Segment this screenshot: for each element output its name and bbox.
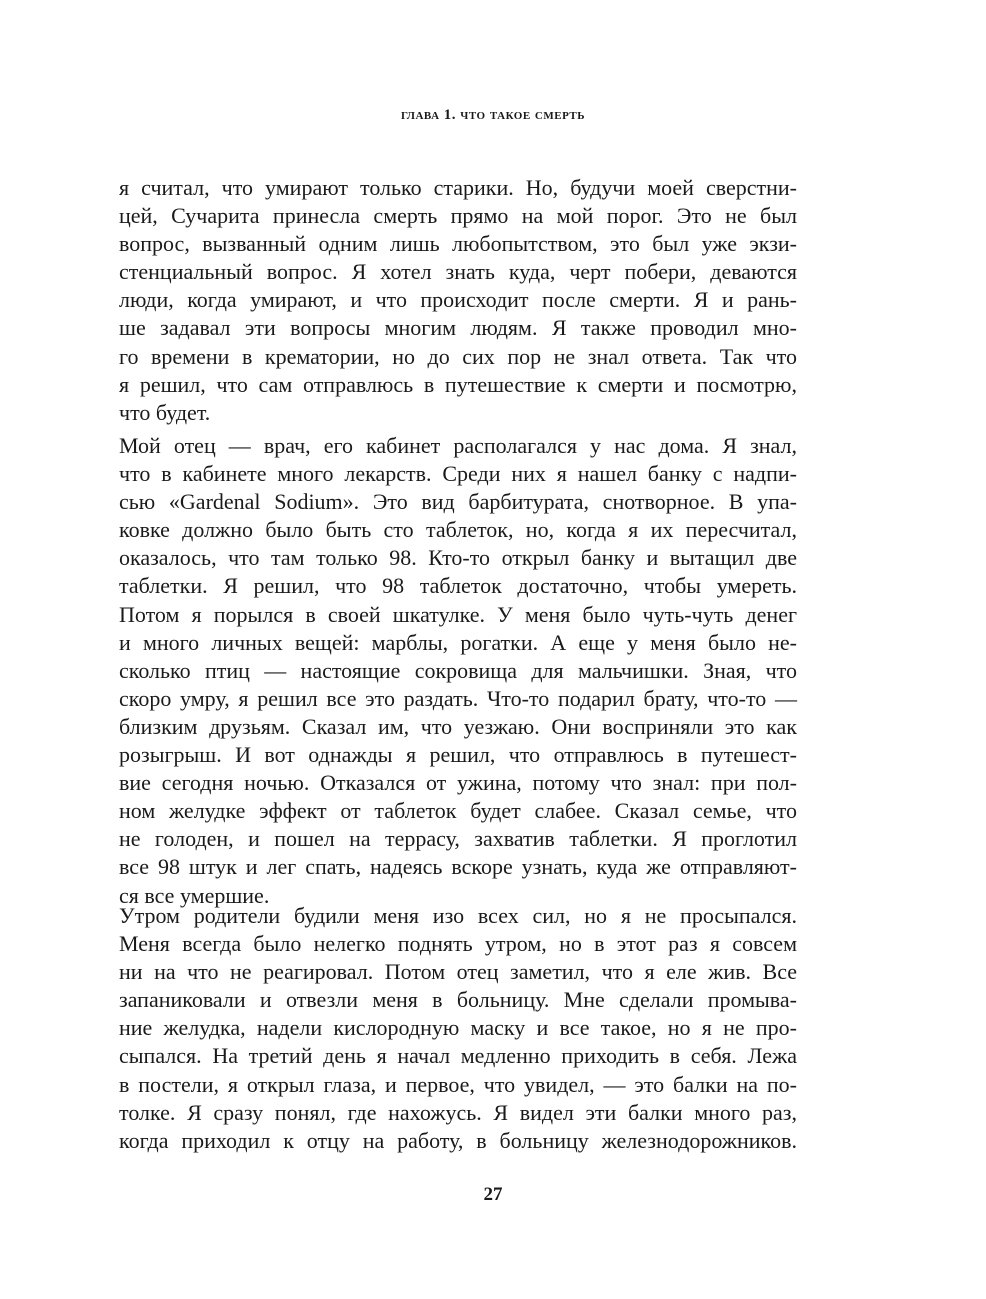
text-line: я считал, что умирают только старики. Но, будучи моей сверстни- [119,175,797,200]
text-line: го времени в крематории, но до сих пор не знал ответа. Так что [119,343,797,369]
text-line: толке. Я сразу понял, где нахожусь. Я видел эти балки много раз, [119,1099,797,1125]
text-line: вопрос, вызванный одним лишь любопытством, это был уже экзи- [119,231,797,257]
text-line: ше задавал эти вопросы многим людям. Я также проводил мно- [119,315,797,341]
text-line: близким друзьям. Сказал им, что уезжаю. Они восприняли это как [119,713,797,739]
text-line: сколько птиц — настоящие сокровища для мальчишки. Зная, что [119,657,797,683]
text-line: не голоден, и пошел на террасу, захватив таблетки. Я проглотил [119,826,797,852]
text-line: скоро умру, я решил все это раздать. Что-то подарил брату, что-то — [119,685,797,711]
text-line: ном желудке эффект от таблеток будет слабее. Сказал семье, что [119,798,797,824]
text-line: в постели, я открыл глаза, и первое, что увидел, — это балки на по- [119,1071,797,1097]
text-line: запаниковали и отвезли меня в больницу. Мне сделали промыва- [119,987,797,1013]
paragraph-1 [119,174,797,427]
text-line: ни на что не реагировал. Потом отец заметил, что я еле жив. Все [119,959,797,985]
text-line: Меня всегда было нелегко поднять утром, но в этот раз я совсем [119,931,797,957]
text-line: сью «Gardenal Sodium». Это вид барбитурата, снотворное. В упа- [119,489,797,515]
text-line: все 98 штук и лег спать, надеясь вскоре узнать, куда же отправляют- [119,854,797,880]
text-line: Мой отец — врач, его кабинет располагался у нас дома. Я знал, [119,433,797,458]
text-line: когда приходил к отцу на работу, в больницу железнодорожников. [119,1127,797,1153]
text-line: стенциальный вопрос. Я хотел знать куда, черт побери, деваются [119,259,797,285]
text-line: что в кабинете много лекарств. Среди них я нашел банку с надпи- [119,461,797,487]
text-line: розыгрыш. И вот однажды я решил, что отправлюсь в путешест- [119,742,797,768]
paragraph-3 [119,902,797,1155]
running-head: глава 1. что такое смерть [400,107,586,123]
text-line: вие сегодня ночью. Отказался от ужина, потому что знал: при пол- [119,770,797,796]
text-line: сыпался. На третий день я начал медленно приходить в себя. Лежа [119,1043,797,1069]
text-line: оказалось, что там только 98. Кто-то открыл банку и вытащил две [119,545,797,571]
text-line: ние желудка, надели кислородную маску и все такое, но я не про- [119,1015,797,1041]
text-line: Утром родители будили меня изо всех сил, но я не просыпался. [119,903,797,928]
text-line: люди, когда умирают, и что происходит после смерти. Я и рань- [119,287,797,313]
text-line: ковке должно было быть сто таблеток, но, когда я их пересчитал, [119,517,797,543]
text-line: цей, Сучарита принесла смерть прямо на мой порог. Это не был [119,203,797,229]
page-number: 27 [483,1184,503,1205]
text-line: ся все умершие. [119,882,270,908]
paragraph-2 [119,432,797,910]
text-line: что будет. [119,399,211,425]
text-line: я решил, что сам отправлюсь в путешествие к смерти и посмотрю, [119,371,797,397]
text-line: таблетки. Я решил, что 98 таблеток достаточно, чтобы умереть. [119,573,797,599]
text-line: Потом я порылся в своей шкатулке. У меня было чуть-чуть денег [119,601,797,627]
text-line: и много личных вещей: марблы, рогатки. А еще у меня было не- [119,629,797,655]
